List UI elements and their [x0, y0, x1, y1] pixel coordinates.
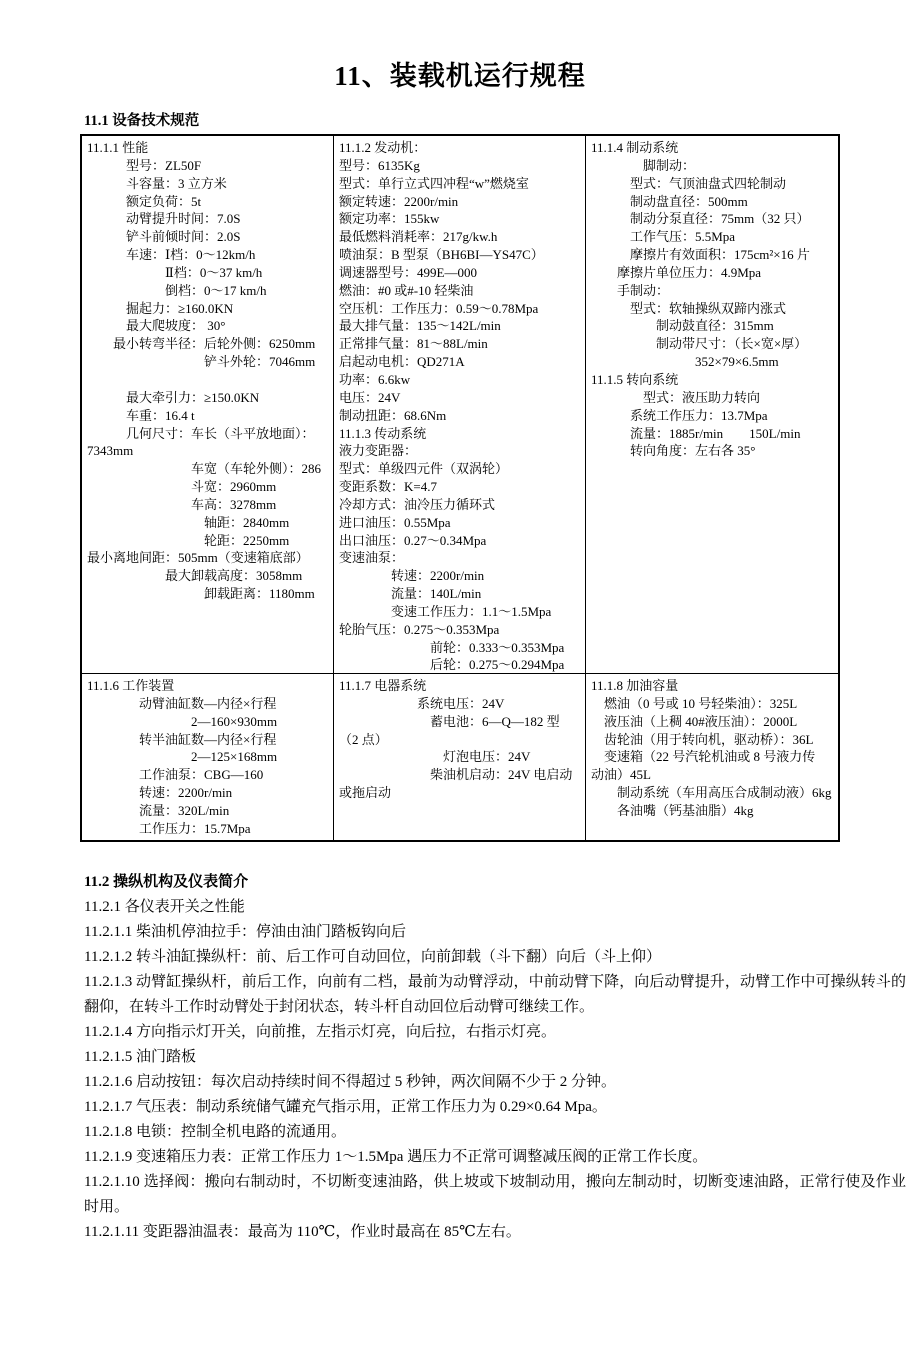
spec-line: 11.1.4 制动系统: [591, 140, 679, 155]
spec-line: 液力变距器：: [339, 443, 418, 459]
spec-line: [87, 371, 329, 389]
spec-line: 摩擦片单位压力：4.9Mpa: [591, 264, 762, 280]
spec-line: 额定转速：2200r/min: [339, 193, 459, 209]
spec-line: 或拖启动: [339, 785, 392, 801]
spec-line: 2—125×168mm: [87, 749, 278, 765]
spec-line: 摩擦片有效面积：175cm²×16 片: [591, 247, 810, 263]
spec-line: 型式：单行立式四冲程“w”燃烧室: [339, 175, 529, 191]
spec-line: 斗容量：3 立方米: [87, 175, 227, 191]
spec-line: 变速工作压力：1.1～1.5Mpa: [339, 603, 552, 619]
spec-line: 最大爬坡度： 30°: [87, 318, 226, 334]
spec-line: 型号：ZL50F: [87, 157, 202, 173]
page-title: 11、装载机运行规程: [334, 61, 586, 91]
spec-line: 11.1.7 电器系统: [339, 678, 427, 693]
spec-line: 最小离地间距：505mm（变速箱底部）: [87, 550, 309, 566]
spec-line: 轴距：2840mm: [87, 514, 290, 530]
spec-line: 型式：气顶油盘式四轮制动: [591, 175, 787, 191]
spec-line: 系统工作压力：13.7Mpa: [591, 407, 768, 423]
spec-line: 流量：320L/min: [87, 802, 230, 818]
spec-line: 掘起力：≥160.0KN: [87, 300, 234, 316]
spec-line: 车重：16.4 t: [87, 407, 195, 423]
spec-cell-engine-transmission: [334, 136, 586, 674]
spec-line: 转半油缸数—内径×行程: [87, 731, 277, 747]
spec-line: 最大牵引力：≥150.0KN: [87, 389, 260, 405]
spec-line: 动臂油缸数—内径×行程: [87, 695, 277, 711]
spec-line: 11.1.6 工作装置: [87, 678, 175, 693]
spec-line: 电压：24V: [339, 389, 401, 405]
spec-line: 燃油：#0 或#-10 轻柴油: [339, 282, 474, 298]
instruction-paragraph: 11.2.1.5 油门踏板: [84, 1049, 196, 1065]
spec-line: 卸载距离：1180mm: [87, 586, 315, 602]
spec-line: 冷却方式：油冷压力循环式: [339, 496, 496, 512]
instruction-paragraph: 11.2.1.4 方向指示灯开关，向前推，左指示灯亮，向后拉，右指示灯亮。: [84, 1024, 556, 1040]
instruction-paragraph: 11.2.1.9 变速箱压力表：正常工作压力 1～1.5Mpa 遇压力不正常可调整减压阀的正常工作长度。: [84, 1149, 708, 1165]
spec-line: 车高：3278mm: [87, 496, 277, 512]
spec-line: （2 点）: [339, 731, 388, 747]
spec-line: 轮距：2250mm: [87, 532, 290, 548]
section-heading-11-2: 11.2 操纵机构及仪表简介: [84, 874, 249, 890]
spec-line: 动油）45L: [591, 767, 651, 783]
spec-line: 调速器型号：499E—000: [339, 264, 477, 280]
spec-line: 功率：6.6kw: [339, 371, 411, 387]
spec-table: [80, 134, 840, 842]
spec-line: 倒档：0～17 km/h: [87, 282, 267, 298]
spec-line: 变速箱（22 号汽轮机油或 8 号液力传: [591, 749, 816, 765]
spec-line: 制动系统（车用高压合成制动液）6kg: [591, 785, 832, 801]
instruction-paragraph: 11.2.1.10 选择阀：搬向右制动时，不切断变速油路，供上坡或下坡制动用，搬向左制动时，切断变速油路，正常行使及作业时用。: [84, 1174, 906, 1215]
instruction-paragraph: 11.2.1.11 变距器油温表：最高为 110℃，作业时最高在 85℃左右。: [84, 1224, 521, 1240]
spec-line: 最小转弯半径：后轮外侧：6250mm: [87, 336, 316, 352]
spec-line: 11.1.8 加油容量: [591, 678, 679, 693]
spec-line: 系统电压：24V: [339, 695, 505, 711]
spec-line: 启起动电机：QD271A: [339, 354, 465, 370]
spec-line: 燃油（0 号或 10 号轻柴油）：325L: [591, 695, 798, 711]
spec-line: 工作油泵：CBG—160: [87, 767, 264, 783]
spec-line: 斗宽：2960mm: [87, 479, 277, 495]
spec-line: 11.1.2 发动机：: [339, 140, 427, 155]
spec-line: 轮胎气压：0.275～0.353Mpa: [339, 621, 500, 637]
spec-line: 工作气压：5.5Mpa: [591, 229, 736, 245]
instruction-paragraph: 11.2.1.6 启动按钮：每次启动持续时间不得超过 5 秒钟，两次间隔不少于 2 分钟。: [84, 1074, 616, 1090]
spec-line: 正常排气量：81～88L/min: [339, 336, 488, 352]
spec-line: 352×79×6.5mm: [591, 354, 779, 370]
spec-line: 制动鼓直径：315mm: [591, 318, 774, 334]
spec-line: 工作压力：15.7Mpa: [87, 820, 251, 836]
spec-line: 制动分泵直径：75mm（32 只）: [591, 211, 810, 227]
spec-line: 额定功率：155kw: [339, 211, 440, 227]
spec-line: 柴油机启动：24V 电启动: [339, 767, 573, 783]
spec-line: 几何尺寸：车长（斗平放地面）：: [87, 425, 315, 441]
spec-line: 额定负荷：5t: [87, 193, 202, 209]
spec-line: 变速油泵：: [339, 550, 405, 566]
document-page: [0, 58, 920, 1360]
instruction-paragraphs: [84, 895, 906, 1245]
spec-line: 手制动：: [591, 282, 670, 298]
spec-line: 铲斗前倾时间：2.0S: [87, 229, 241, 245]
spec-line: 型号：6135Kg: [339, 157, 420, 173]
spec-cell-brake-steering: [586, 136, 838, 674]
spec-line: 出口油压：0.27～0.34Mpa: [339, 532, 487, 548]
spec-line: 齿轮油（用于转向机，驱动桥）：36L: [591, 731, 814, 747]
spec-line: 各油嘴（钙基油脂）4kg: [591, 802, 754, 818]
spec-line: 制动盘直径：500mm: [591, 193, 748, 209]
spec-line: 型式：单级四元件（双涡轮）: [339, 461, 509, 477]
spec-line: 空压机：工作压力：0.59～0.78Mpa: [339, 300, 539, 316]
spec-line: 动臂提升时间：7.0S: [87, 211, 241, 227]
spec-line: Ⅱ档：0～37 km/h: [87, 264, 263, 280]
spec-line: 转速：2200r/min: [87, 785, 233, 801]
spec-line: 最大卸载高度：3058mm: [87, 568, 303, 584]
spec-line: 蓄电池：6—Q—182 型: [339, 713, 560, 729]
spec-line: 转速：2200r/min: [339, 568, 485, 584]
spec-cell-electrical: [334, 674, 586, 840]
spec-line: 车宽（车轮外侧）：286: [87, 461, 322, 477]
spec-cell-oil-capacity: [586, 674, 838, 840]
instruction-paragraph: 11.2.1 各仪表开关之性能: [84, 899, 245, 915]
spec-line: 灯泡电压：24V: [339, 749, 531, 765]
spec-line: 后轮：0.275～0.294Mpa: [339, 657, 565, 673]
section-heading-11-1: 11.1 设备技术规范: [84, 113, 200, 129]
spec-line: 制动带尺寸：（长×宽×厚）: [591, 336, 808, 352]
spec-line: 脚制动：: [591, 157, 696, 173]
spec-line: 转向角度：左右各 35°: [591, 443, 756, 459]
spec-line: 11.1.5 转向系统: [591, 371, 679, 387]
spec-line: 型式：液压助力转向: [591, 389, 761, 405]
spec-line: 型式：软轴操纵双蹄内涨式: [591, 300, 787, 316]
spec-line: 进口油压：0.55Mpa: [339, 514, 451, 530]
instruction-paragraph: 11.2.1.3 动臂缸操纵杆，前后工作，向前有二档，最前为动臂浮动，中前动臂下降，向后动臂提升，动臂工作中可操纵转斗的翻仰，在转斗工作时动臂处于封闭状态，转斗杆自动回位后动臂可继续工作。: [84, 974, 906, 1015]
spec-line: 变距系数：K=4.7: [339, 479, 437, 495]
spec-line: 液压油（上稠 40#液压油）：2000L: [591, 713, 798, 729]
spec-line: 制动扭距：68.6Nm: [339, 407, 447, 423]
spec-line: 最大排气量：135～142L/min: [339, 318, 501, 334]
spec-line: 流量：1885r/min 150L/min: [591, 425, 801, 441]
spec-line: 7343mm: [87, 443, 134, 459]
spec-line: 车速：Ⅰ档：0～12km/h: [87, 247, 256, 263]
instruction-paragraph: 11.2.1.1 柴油机停油拉手：停油由油门踏板钩向后: [84, 924, 406, 940]
instruction-paragraph: 11.2.1.8 电锁：控制全机电路的流通用。: [84, 1124, 346, 1140]
instruction-paragraph: 11.2.1.2 转斗油缸操纵杆：前、后工作可自动回位，向前卸载（斗下翻）向后（斗上仰）: [84, 949, 661, 965]
spec-line: 铲斗外轮：7046mm: [87, 354, 316, 370]
spec-cell-work-device: [82, 674, 334, 840]
spec-line: 最低燃料消耗率：217g/kw.h: [339, 229, 498, 245]
spec-line: 11.1.1 性能: [87, 140, 149, 155]
spec-line: 流量：140L/min: [339, 586, 482, 602]
spec-line: 2—160×930mm: [87, 713, 278, 729]
spec-cell-performance: [82, 136, 334, 674]
instruction-paragraph: 11.2.1.7 气压表：制动系统储气罐充气指示用，正常工作压力为 0.29×0.64 Mpa。: [84, 1099, 607, 1115]
spec-line: 前轮：0.333～0.353Mpa: [339, 639, 565, 655]
spec-line: 喷油泵：B 型泵（BH6BI—YS47C）: [339, 247, 544, 263]
spec-line: 11.1.3 传动系统: [339, 425, 427, 441]
